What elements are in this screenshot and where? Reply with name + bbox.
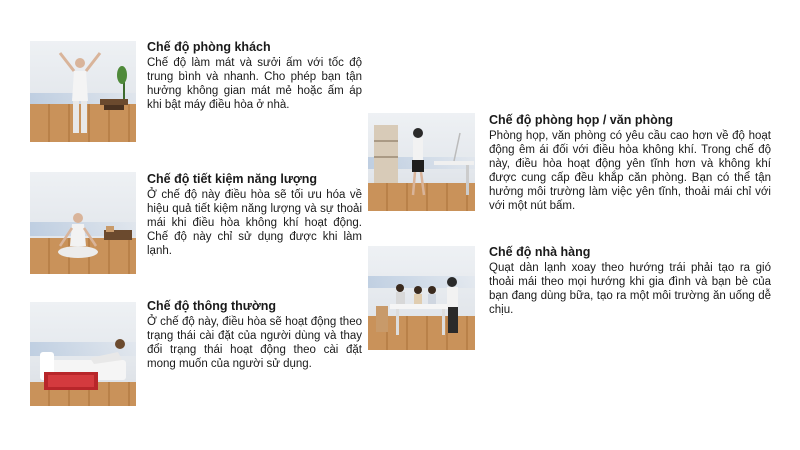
mode-title: Chế độ phòng họp / văn phòng: [489, 113, 673, 127]
mode-description: Phòng họp, văn phòng có yêu cầu cao hơn về độ hoạt động êm ái đối với điều hòa không khí. Trong chế độ này, điều hòa hoạt động yên tĩnh hơn và không khí được cung cấp đều khắp căn phòng. Bạn có thể tận hưởng môi trường làm việc yên tĩnh, thoải mái chỉ với với một nút bấm.: [489, 130, 771, 212]
mode-title: Chế độ tiết kiệm năng lượng: [147, 172, 318, 186]
mode-title: Chế độ thông thường: [147, 299, 277, 313]
mode-description: Ở chế độ này, điều hòa sẽ hoạt động theo trạng thái cài đặt của người dùng và thay đổi trạng thái hoạt động theo cài đặt mong muốn của người sử dụng.: [147, 316, 362, 370]
living-room-image: [30, 41, 136, 142]
mode-title: Chế độ phòng khách: [147, 40, 271, 54]
restaurant-image: [368, 246, 475, 350]
office-image: [368, 113, 475, 211]
mode-description: Ở chế độ này điều hòa sẽ tối ưu hóa về hiệu quả tiết kiệm năng lượng và sự thoải mái khi điều hòa không khí hoạt động. Chế độ này chỉ sử dụng được khi làm lạnh.: [147, 189, 362, 257]
mode-description: Chế độ làm mát và sưởi ấm với tốc độ trung bình và nhanh. Cho phép bạn tận hưởng không gian mát mẻ hoặc ấm áp khi bật máy điều hòa ở nhà.: [147, 57, 362, 111]
mode-title: Chế độ nhà hàng: [489, 245, 591, 259]
normal-mode-image: [30, 302, 136, 406]
energy-saving-image: [30, 172, 136, 274]
mode-description: Quạt dàn lạnh xoay theo hướng trái phải tạo ra gió thoải mái theo mọi hướng khi gia đình và bạn bè của bạn đang dùng bữa, tạo ra một môi trường ăn uống dễ chịu.: [489, 262, 771, 316]
